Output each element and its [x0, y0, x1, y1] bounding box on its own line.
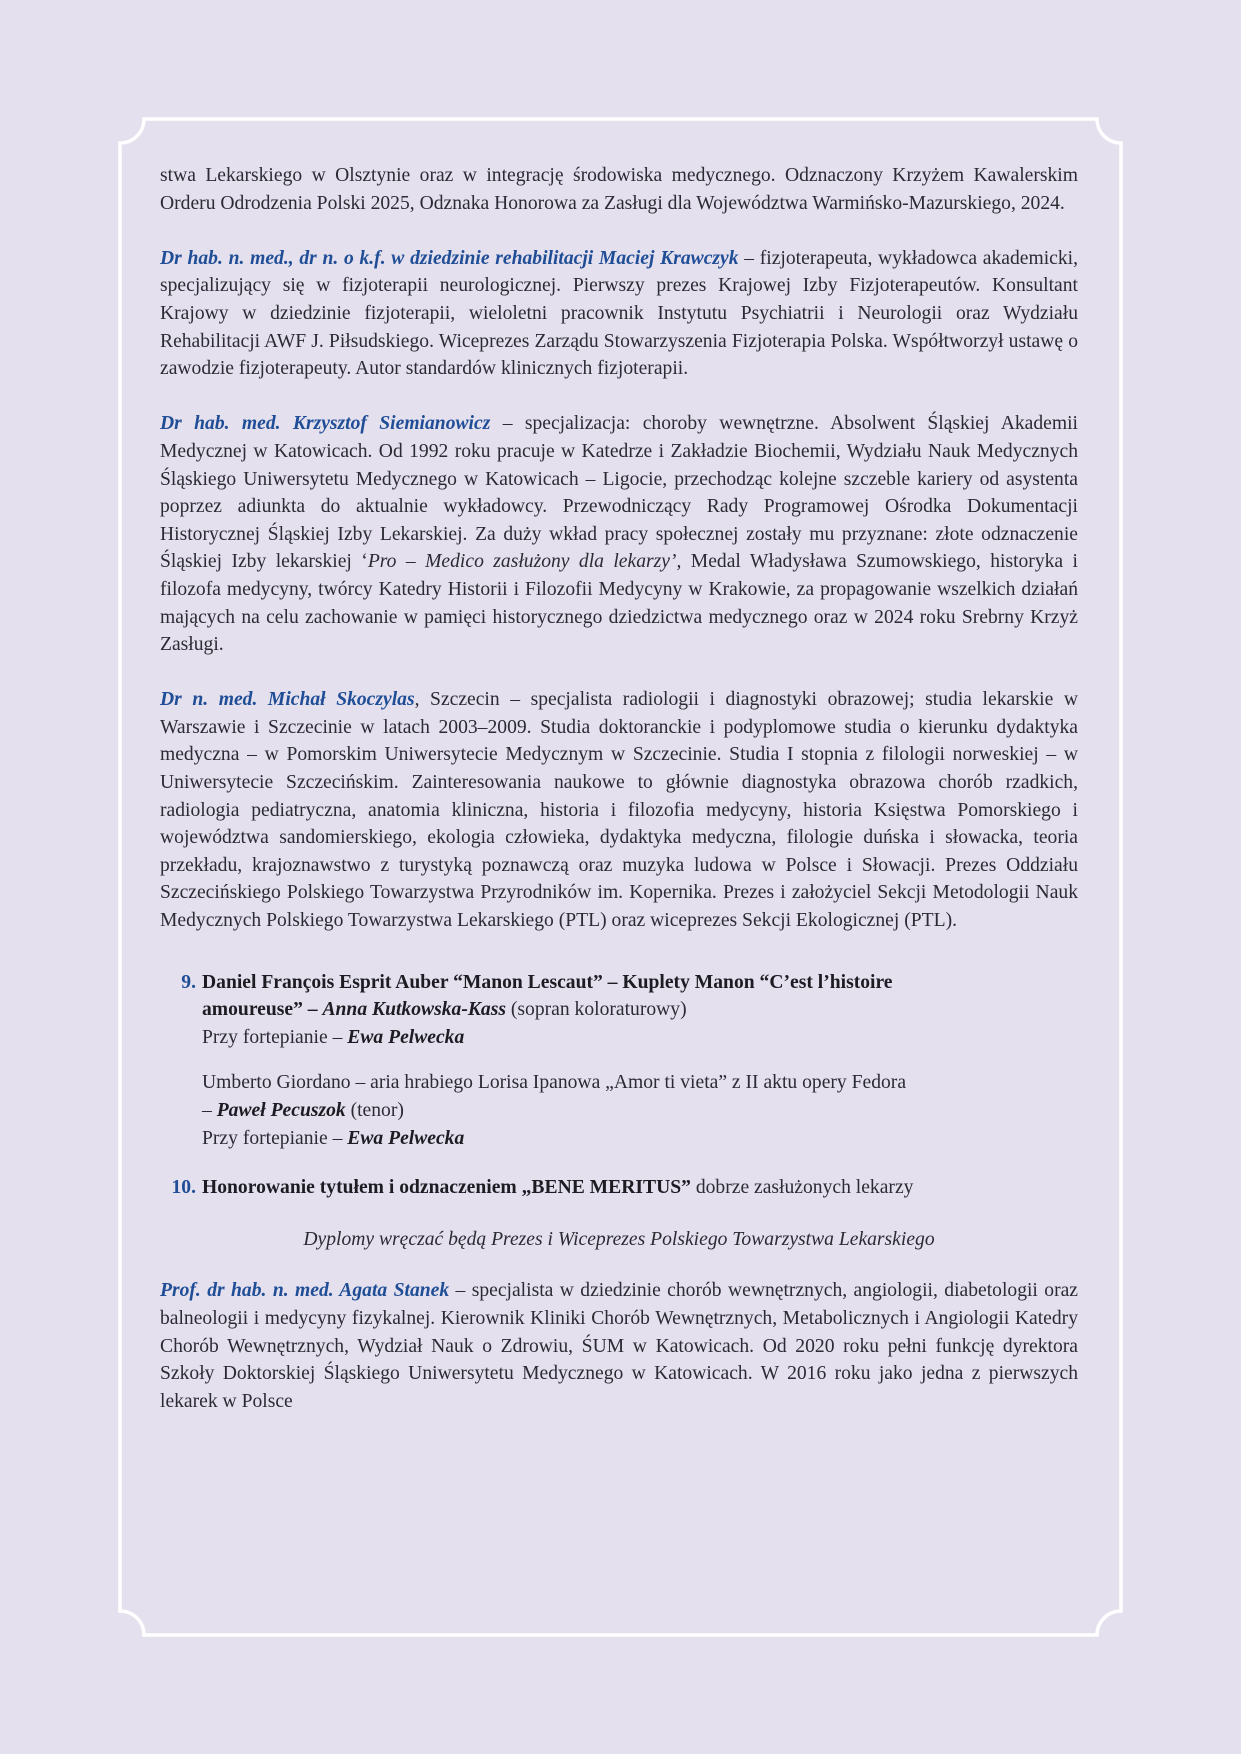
voice-type-2: (tenor) [345, 1100, 404, 1121]
item-title-rest: dobrze zasłużonych lekarzy [690, 1177, 914, 1199]
piece-title-cont: amoureuse” – [202, 999, 323, 1021]
bio-siemianowicz [160, 410, 1078, 658]
performer: Anna Kutkowska-Kass [322, 999, 506, 1021]
paragraph-continued: stwa Lekarskiego w Olsztynie oraz w integrację środowiska medycznego. Odznaczony Krzyżem Kawalerskim Orderu Odrodzenia Polski 2025, Odznaka Honorowa za Zasługi dla Województwa Warmińsko-Mazurskiego, 2024. [160, 165, 1078, 214]
person-name: Dr hab. n. med., dr n. o k.f. w dziedzinie rehabilitacji Maciej Krawczyk [160, 247, 739, 269]
bio-text: – fizjoterapeuta, wykładowca akademicki, specjalizujący się w fizjoterapii neurologicznej. Pierwszy prezes Krajowej Izby Fizjoterapeutów. Konsultant Krajowy w dziedzinie fizjoterapii, wieloletni pracownik Instytutu Psychiatrii i Neurologii oraz Wydziału Rehabilitacji AWF J. Piłsudskiego. Wiceprezes Zarządu Stowarzyszenia Fizjoterapia Polska. Współtworzył ustawę o zawodzie fizjoterapeuty. Autor standardów klinicznych fizjoterapii. [160, 247, 1078, 380]
bio-krawczyk [160, 245, 1078, 383]
program-item-10 [160, 1174, 1078, 1202]
performer-2: Paweł Pecuszok [216, 1100, 346, 1121]
item-number: 10. [171, 1177, 196, 1199]
piece-title-2: Umberto Giordano – aria hrabiego Lorisa Ipanowa „Amor ti vieta” z II aktu opery Fedora [202, 1072, 907, 1094]
diplomas-note: Dyplomy wręczać będą Prezes i Wiceprezes Polskiego Towarzystwa Lekarskiego [303, 1228, 935, 1250]
dash: – [202, 1100, 217, 1121]
item-number: 9. [181, 971, 196, 993]
bio-text: , Szczecin – specjalista radiologii i diagnostyki obrazowej; studia lekarskie w Warszawie i Szczecinie w latach 2003–2009. Studia doktoranckie i podyplomowe studia o kierunku dydaktyka medyczna – w Pomorskim Uniwersytecie Medycznym w Szczecinie. Studia I stopnia z filologii norweskiej – w Uniwersytecie Szczecińskim. Zainteresowania naukowe to głównie diagnostyka obrazowa chorób rzadkich, radiologia pediatryczna, anatomia kliniczna, historia i filozofia medycyny, historia Księstwa Pomorskiego i województwa sandomierskiego, ekologia człowieka, dydaktyka medyczna, filologie duńska i słowacka, teoria przekładu, krajoznawstwo z turystyką poznawczą oraz muzyka ludowa w Polsce i Słowacji. Prezes Oddziału Szczecińskiego Polskiego Towarzystwa Przyrodników im. Kopernika. Prezes i założyciel Sekcji Metodologii Nauk Medycznych Polskiego Towarzystwa Lekarskiego (PTL) oraz wiceprezes Sekcji Ekologicznej (PTL). [160, 689, 1078, 932]
program-item-9 [160, 969, 1078, 1153]
pianist: Ewa Pelwecka [347, 1026, 465, 1048]
document-body [160, 162, 1078, 1415]
item-title: Honorowanie tytułem i odznaczeniem „BENE MERITUS” [202, 1177, 691, 1199]
award-name: Pro – Medico zasłużony dla lekarzy’, [367, 551, 682, 573]
bio-stanek [160, 1277, 1078, 1415]
bio-skoczylas [160, 686, 1078, 934]
piano-label: Przy fortepianie – [202, 1026, 348, 1048]
person-name: Prof. dr hab. n. med. Agata Stanek [160, 1280, 450, 1302]
voice-type: (sopran koloraturowy) [505, 999, 687, 1021]
bio-text: Medal Władysława Szumowskiego, historyka i filozofa medycyny, twórcy Katedry Historii i Filozofii Medycyny w Krakowie, za propagowanie wszelkich działań mających na celu zachowanie w pamięci historycznego dziedzictwa medycznego oraz w 2024 roku Srebrny Krzyż Zasługi. [160, 551, 1078, 656]
person-name: Dr hab. med. Krzysztof Siemianowicz [160, 413, 491, 435]
pianist-2: Ewa Pelwecka [347, 1127, 465, 1149]
piano-label-2: Przy fortepianie – [202, 1127, 348, 1149]
person-name: Dr n. med. Michał Skoczylas [160, 689, 415, 711]
bio-text: – specjalizacja: choroby wewnętrzne. Absolwent Śląskiej Akademii Medycznej w Katowicach. Od 1992 roku pracuje w Katedrze i Zakładzie Biochemii, Wydziału Nauk Medycznych Śląskiego Uniwersytetu Medycznego w Katowicach – Ligocie, przechodząc kolejne szczeble kariery od asystenta poprzez adiunkta do aktualnie wykładowcy. Przewodniczący Rady Programowej Ośrodka Dokumentacji Historycznej Śląskiej Izby Lekarskiej. Za duży wkład pracy społecznej zostały mu przyznane: złote odznaczenie Śląskiej Izby lekarskiej ‘ [160, 413, 1078, 573]
bio-text: – specjalista w dziedzinie chorób wewnętrznych, angiologii, diabetologii oraz balneologii i medycyny fizykalnej. Kierownik Kliniki Chorób Wewnętrznych, Metabolicznych i Angiologii Katedry Chorób Wewnętrznych, Wydział Nauk o Zdrowiu, ŚUM w Katowicach. Od 2020 roku pełni funkcję dyrektora Szkoły Doktorskiej Śląskiego Uniwersytetu Medycznego w Katowicach. W 2016 roku jako jedna z pierwszych lekarek w Polsce [160, 1280, 1078, 1412]
piece-title: Daniel François Esprit Auber “Manon Lescaut” – Kuplety Manon “C’est l’histoire [202, 971, 893, 993]
